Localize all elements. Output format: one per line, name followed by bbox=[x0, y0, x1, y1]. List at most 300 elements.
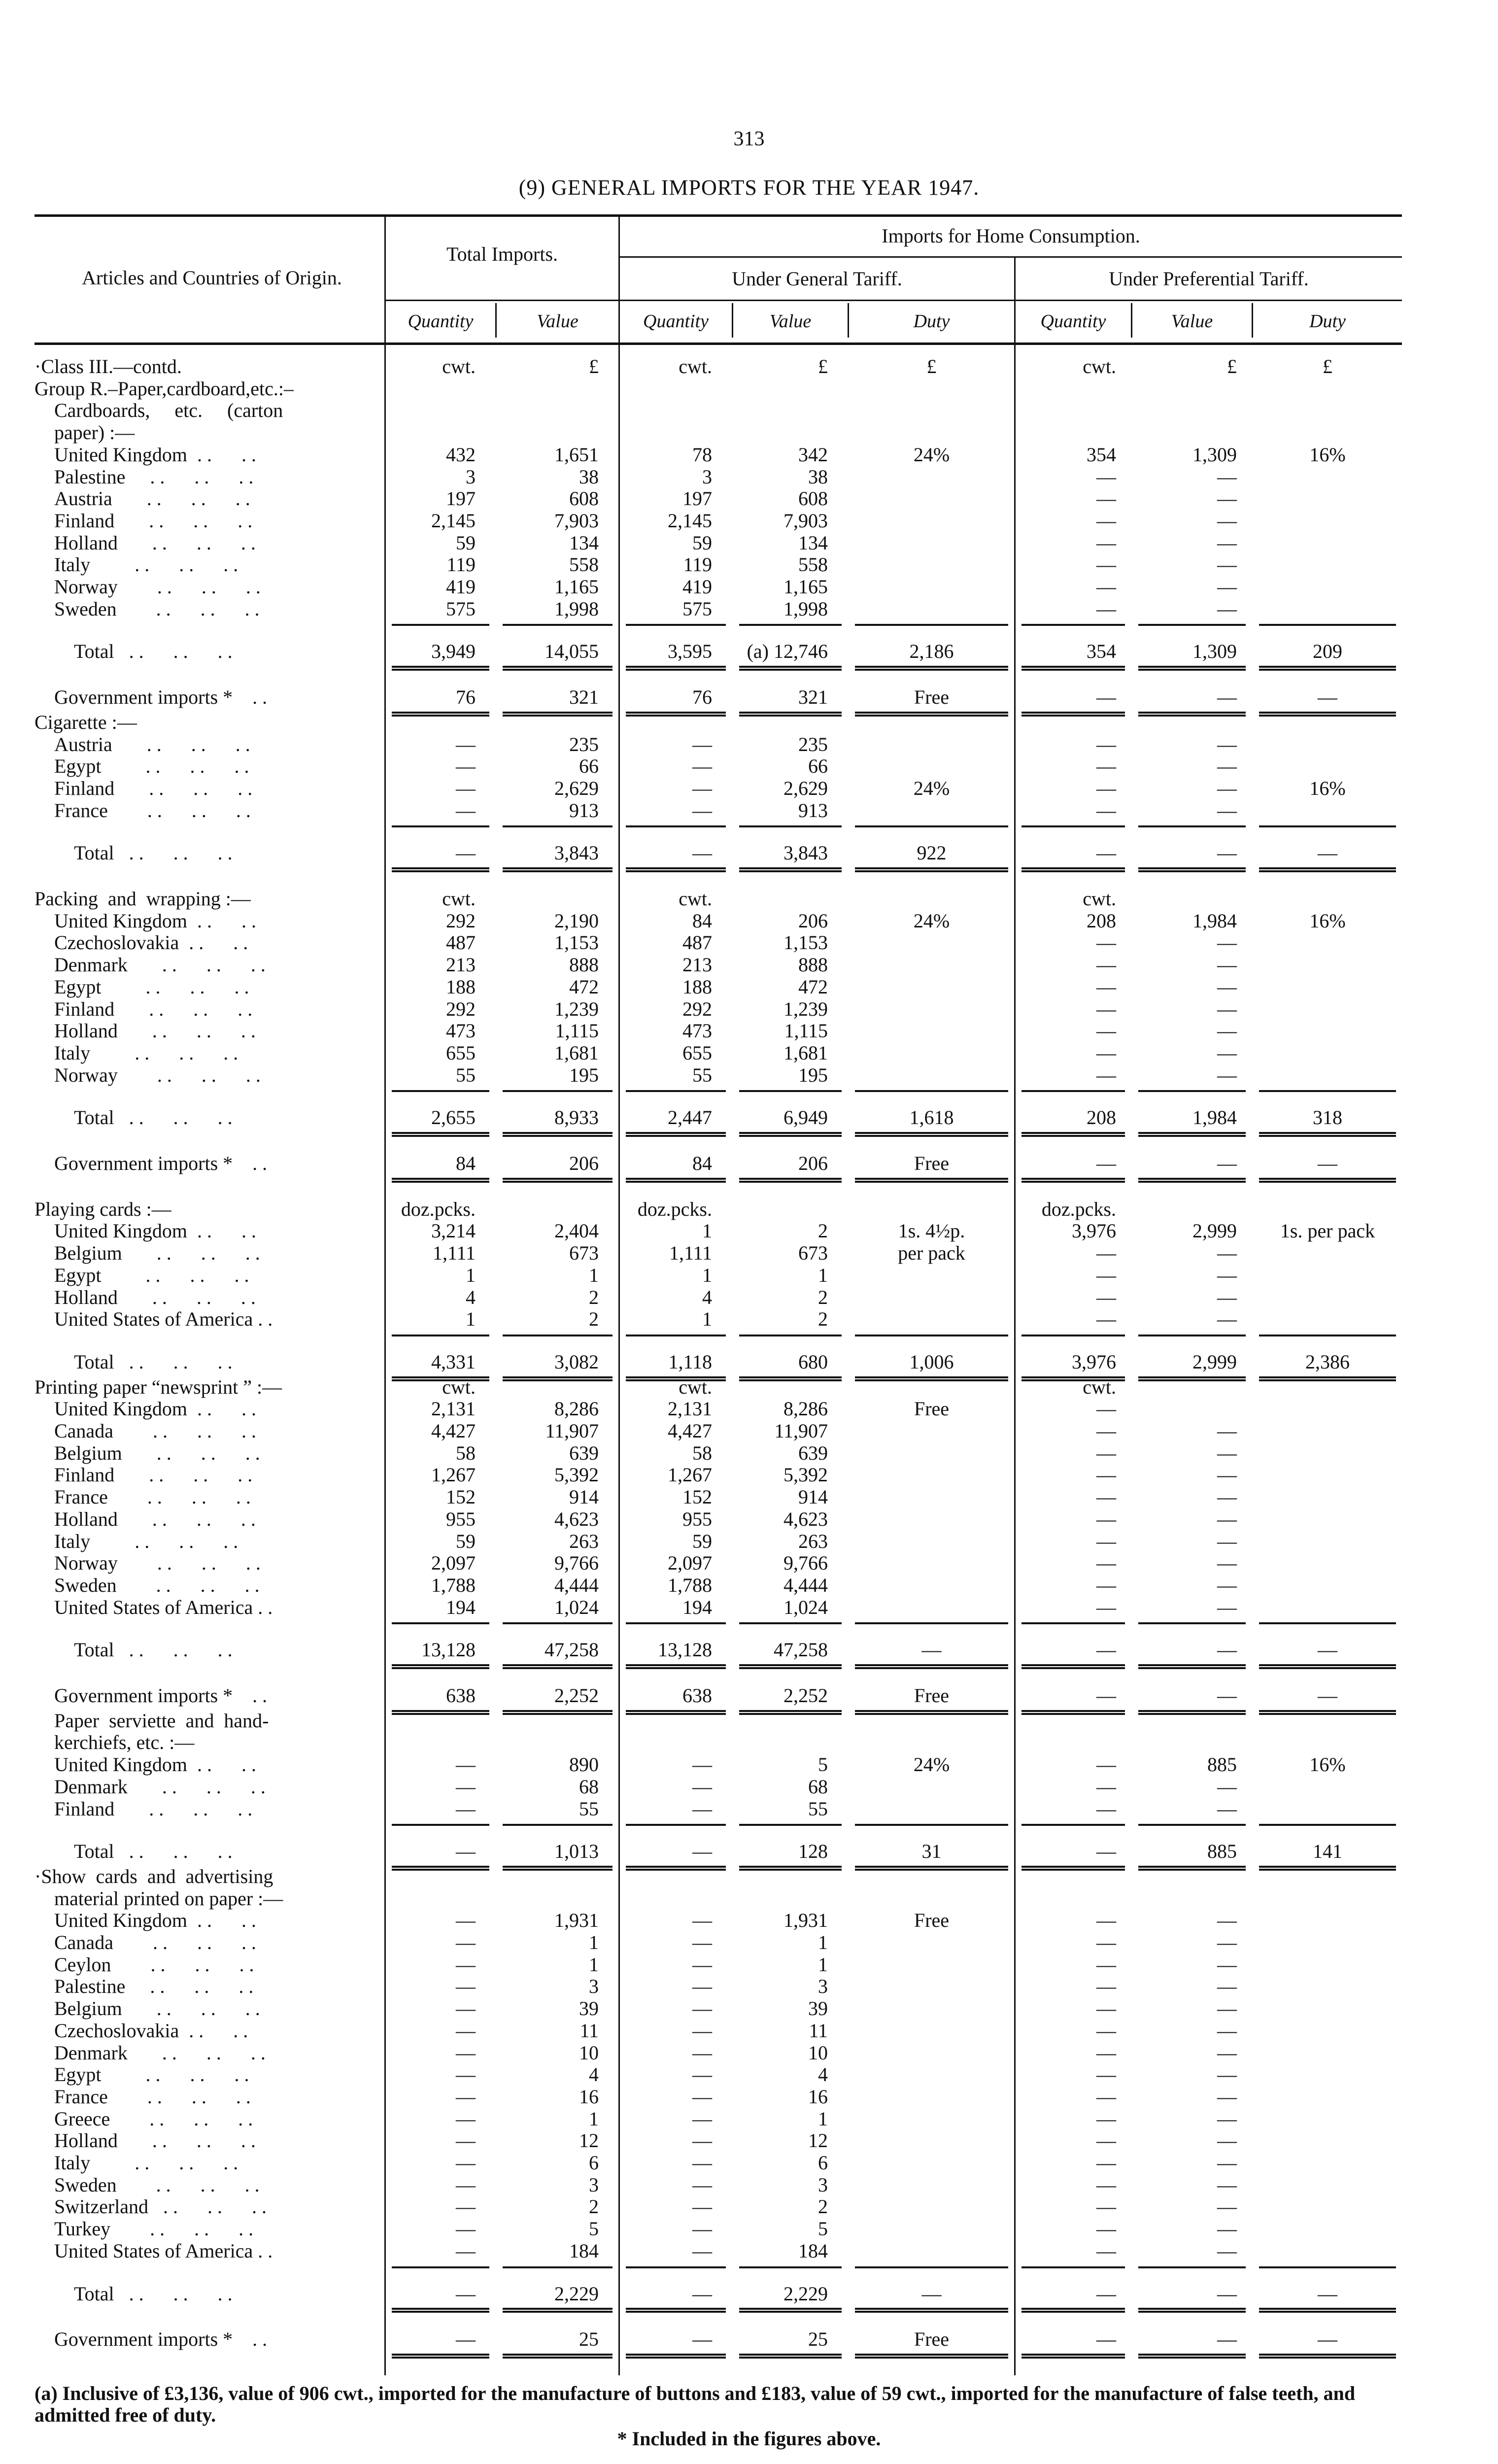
table-cell: 1s. 4½p. bbox=[898, 1220, 965, 1242]
row-label: United States of America . . bbox=[54, 1308, 273, 1331]
table-cell: — bbox=[456, 1997, 476, 2020]
row-label: Total . . . . . . bbox=[74, 1106, 233, 1129]
subtotal-rule bbox=[1259, 1824, 1396, 1826]
table-cell: 16 bbox=[579, 2085, 599, 2108]
table-cell: — bbox=[1096, 2107, 1116, 2130]
table-cell: — bbox=[692, 2173, 712, 2196]
total-double-rule bbox=[1021, 1866, 1125, 1871]
table-cell: — bbox=[692, 1840, 712, 1863]
table-cell: — bbox=[692, 755, 712, 778]
table-cell: 184 bbox=[798, 2239, 828, 2262]
table-cell: 7,903 bbox=[783, 509, 828, 532]
page-number: 313 bbox=[733, 128, 765, 150]
total-double-rule bbox=[626, 1710, 726, 1715]
table-cell: 12 bbox=[579, 2129, 599, 2152]
table-cell: — bbox=[692, 2085, 712, 2108]
table-cell: — bbox=[1217, 997, 1237, 1020]
table-cell: — bbox=[692, 1931, 712, 1953]
subtotal-rule bbox=[626, 1824, 726, 1826]
table-cell: 2,629 bbox=[783, 777, 828, 799]
table-cell: — bbox=[1217, 1530, 1237, 1552]
table-cell: 1,013 bbox=[554, 1840, 599, 1863]
table-cell: — bbox=[1217, 842, 1237, 864]
total-double-rule bbox=[626, 867, 726, 872]
table-cell: — bbox=[1096, 1308, 1116, 1331]
total-double-rule bbox=[392, 1866, 489, 1871]
table-cell: — bbox=[456, 2239, 476, 2262]
subtotal-rule bbox=[739, 1335, 842, 1336]
table-cell: — bbox=[1318, 1684, 1337, 1707]
table-cell: 5,392 bbox=[783, 1464, 828, 1486]
table-cell: cwt. bbox=[1083, 355, 1116, 377]
table-cell: 5 bbox=[589, 2218, 599, 2240]
table-cell: Free bbox=[914, 2328, 950, 2351]
table-cell: 4,623 bbox=[554, 1507, 599, 1530]
table-cell: — bbox=[456, 2173, 476, 2196]
table-cell: 292 bbox=[446, 909, 476, 932]
table-cell: 885 bbox=[1207, 1840, 1237, 1863]
table-cell: — bbox=[692, 2129, 712, 2152]
table-cell: 9,766 bbox=[554, 1552, 599, 1574]
row-label: Egypt . . . . . . bbox=[54, 755, 249, 778]
table-cell: 2,145 bbox=[431, 509, 476, 532]
table-cell: — bbox=[1217, 1574, 1237, 1596]
row-label: United Kingdom . . . . bbox=[54, 1753, 256, 1776]
table-cell: — bbox=[1217, 1041, 1237, 1064]
table-cell: — bbox=[1096, 597, 1116, 620]
table-cell: — bbox=[1096, 2173, 1116, 2196]
table-cell: 1 bbox=[702, 1220, 712, 1242]
total-double-rule bbox=[503, 1866, 613, 1871]
table-cell: — bbox=[1318, 2282, 1337, 2305]
table-cell: — bbox=[1096, 1684, 1116, 1707]
table-cell: — bbox=[1318, 1152, 1337, 1174]
subtotal-rule bbox=[626, 624, 726, 626]
table-cell: 1 bbox=[589, 1264, 599, 1286]
table-cell: 76 bbox=[456, 686, 476, 709]
table-cell: — bbox=[456, 1975, 476, 1998]
table-cell: 14,055 bbox=[545, 640, 599, 663]
table-cell: — bbox=[1217, 1420, 1237, 1442]
table-cell: — bbox=[1096, 2195, 1116, 2218]
table-cell: 955 bbox=[682, 1507, 712, 1530]
table-cell: — bbox=[1096, 842, 1116, 864]
table-cell: — bbox=[1217, 1931, 1237, 1953]
table-cell: — bbox=[1096, 1574, 1116, 1596]
row-label: Greece . . . . . . bbox=[54, 2107, 253, 2130]
row-label: Government imports * . . bbox=[54, 2328, 268, 2351]
row-label: Austria . . . . . . bbox=[54, 733, 250, 755]
table-cell: — bbox=[692, 2152, 712, 2174]
table-cell: cwt. bbox=[442, 1375, 476, 1398]
row-label: Denmark . . . . . . bbox=[54, 2041, 266, 2064]
table-cell: — bbox=[1096, 2129, 1116, 2152]
row-label: Czechoslovakia . . . . bbox=[54, 2019, 248, 2042]
table-cell: 1,788 bbox=[431, 1574, 476, 1596]
table-cell: — bbox=[1096, 2019, 1116, 2042]
table-cell: 2,131 bbox=[431, 1398, 476, 1420]
table-cell: — bbox=[921, 2282, 942, 2305]
table-cell: — bbox=[1096, 755, 1116, 778]
subtotal-rule bbox=[855, 1824, 1008, 1826]
total-double-rule bbox=[1138, 1664, 1246, 1669]
table-cell: — bbox=[1096, 1398, 1116, 1420]
table-cell: — bbox=[1096, 1953, 1116, 1976]
table-cell: 3 bbox=[466, 465, 476, 488]
total-double-rule bbox=[739, 1710, 842, 1715]
table-cell: 1 bbox=[702, 1264, 712, 1286]
total-double-rule bbox=[626, 2308, 726, 2313]
table-cell: 3 bbox=[818, 2173, 828, 2196]
table-cell: — bbox=[456, 2195, 476, 2218]
table-cell: — bbox=[1096, 1975, 1116, 1998]
subtotal-rule bbox=[1259, 624, 1396, 626]
table-cell: Free bbox=[914, 1152, 950, 1174]
row-label: Printing paper “newsprint ” :— bbox=[34, 1375, 282, 1398]
table-cell: — bbox=[1217, 1308, 1237, 1331]
table-cell: — bbox=[1096, 509, 1116, 532]
table-cell: — bbox=[1096, 1931, 1116, 1953]
total-double-rule bbox=[739, 1132, 842, 1137]
subtotal-rule bbox=[739, 624, 842, 626]
table-cell: cwt. bbox=[442, 888, 476, 910]
table-cell: 1s. per pack bbox=[1280, 1220, 1375, 1242]
row-label: Turkey . . . . . . bbox=[54, 2218, 254, 2240]
total-double-rule bbox=[503, 666, 613, 671]
row-label: France . . . . . . bbox=[54, 2085, 251, 2108]
row-label: Government imports * . . bbox=[54, 1684, 268, 1707]
subheader-duty: Duty bbox=[913, 311, 950, 332]
table-cell: 2,999 bbox=[1192, 1220, 1237, 1242]
subtotal-rule bbox=[626, 825, 726, 827]
row-label: Denmark . . . . . . bbox=[54, 1775, 266, 1798]
row-label: Government imports * . . bbox=[54, 686, 268, 709]
table-cell: 487 bbox=[446, 931, 476, 954]
total-double-rule bbox=[739, 1178, 842, 1183]
subheader-quantity: Quantity bbox=[643, 311, 709, 332]
table-cell: — bbox=[692, 2063, 712, 2086]
table-cell: 2 bbox=[818, 2195, 828, 2218]
table-cell: 1,165 bbox=[554, 576, 599, 598]
row-label: Sweden . . . . . . bbox=[54, 2173, 260, 2196]
table-cell: — bbox=[1217, 1797, 1237, 1820]
table-cell: 4,331 bbox=[431, 1350, 476, 1373]
table-cell: — bbox=[1217, 1264, 1237, 1286]
table-cell: 188 bbox=[682, 975, 712, 998]
row-label: Playing cards :— bbox=[34, 1198, 171, 1220]
table-cell: — bbox=[1096, 1639, 1116, 1661]
table-cell: 3 bbox=[589, 1975, 599, 1998]
table-cell: 321 bbox=[798, 686, 828, 709]
table-cell: 8,933 bbox=[554, 1106, 599, 1129]
table-cell: 1,024 bbox=[783, 1596, 828, 1618]
table-cell: 1,681 bbox=[783, 1041, 828, 1064]
table-cell: 13,128 bbox=[421, 1639, 476, 1661]
subtotal-rule bbox=[855, 1090, 1008, 1092]
table-cell: 292 bbox=[446, 997, 476, 1020]
subtotal-rule bbox=[1021, 624, 1125, 626]
table-cell: 2,097 bbox=[431, 1552, 476, 1574]
table-cell: 3,949 bbox=[431, 640, 476, 663]
table-cell: 1,931 bbox=[554, 1909, 599, 1932]
table-cell: — bbox=[1217, 2328, 1237, 2351]
table-cell: — bbox=[692, 1909, 712, 1932]
subtotal-rule bbox=[392, 1824, 489, 1826]
table-cell: — bbox=[1096, 1063, 1116, 1086]
table-cell: — bbox=[1096, 1997, 1116, 2020]
table-cell: 2 bbox=[589, 1286, 599, 1308]
table-cell: — bbox=[1318, 1639, 1337, 1661]
table-cell: — bbox=[1217, 509, 1237, 532]
total-double-rule bbox=[626, 666, 726, 671]
table-cell: 24% bbox=[913, 909, 950, 932]
total-double-rule bbox=[739, 1376, 842, 1381]
table-cell: cwt. bbox=[1083, 888, 1116, 910]
row-label: United Kingdom . . . . bbox=[54, 443, 256, 466]
header-articles: Articles and Countries of Origin. bbox=[82, 267, 342, 289]
total-double-rule bbox=[1021, 712, 1125, 717]
table-cell: — bbox=[1096, 1596, 1116, 1618]
table-cell: 885 bbox=[1207, 1753, 1237, 1776]
table-cell: 31 bbox=[921, 1840, 942, 1863]
table-cell: — bbox=[456, 1753, 476, 1776]
table-cell: — bbox=[456, 2107, 476, 2130]
total-double-rule bbox=[1021, 666, 1125, 671]
table-cell: — bbox=[1096, 1041, 1116, 1064]
row-label: Palestine . . . . . . bbox=[54, 1975, 254, 1998]
table-cell: cwt. bbox=[1083, 1375, 1116, 1398]
subtotal-rule bbox=[1259, 825, 1396, 827]
table-cell: 638 bbox=[446, 1684, 476, 1707]
table-cell: — bbox=[1318, 2328, 1337, 2351]
row-label: Italy . . . . . . bbox=[54, 1530, 238, 1552]
table-cell: 318 bbox=[1313, 1106, 1342, 1129]
table-cell: — bbox=[1096, 2041, 1116, 2064]
subtotal-rule bbox=[392, 2266, 489, 2268]
table-cell: — bbox=[1096, 1552, 1116, 1574]
total-double-rule bbox=[1138, 1376, 1246, 1381]
table-cell: — bbox=[1217, 2085, 1237, 2108]
table-cell: — bbox=[1096, 733, 1116, 755]
table-cell: — bbox=[456, 2085, 476, 2108]
page-title: (9) GENERAL IMPORTS FOR THE YEAR 1947. bbox=[518, 175, 980, 200]
table-cell: — bbox=[1096, 1797, 1116, 1820]
table-cell: 263 bbox=[798, 1530, 828, 1552]
row-label: United States of America . . bbox=[54, 1596, 273, 1618]
row-label: Holland . . . . . . bbox=[54, 1286, 256, 1308]
row-label: Packing and wrapping :— bbox=[34, 888, 251, 910]
table-cell: — bbox=[1096, 954, 1116, 976]
table-cell: 235 bbox=[798, 733, 828, 755]
total-double-rule bbox=[1259, 1376, 1396, 1381]
table-cell: 2 bbox=[589, 1308, 599, 1331]
subtotal-rule bbox=[626, 2266, 726, 2268]
total-double-rule bbox=[855, 1664, 1008, 1669]
table-cell: — bbox=[1217, 597, 1237, 620]
total-double-rule bbox=[626, 712, 726, 717]
table-cell: 1,309 bbox=[1192, 640, 1237, 663]
table-cell: — bbox=[1217, 1596, 1237, 1618]
total-double-rule bbox=[855, 1710, 1008, 1715]
row-label: Finland . . . . . . bbox=[54, 1464, 253, 1486]
table-cell: — bbox=[1217, 1020, 1237, 1042]
table-cell: 3,976 bbox=[1072, 1220, 1116, 1242]
table-cell: — bbox=[1096, 799, 1116, 821]
table-cell: — bbox=[1096, 487, 1116, 510]
subtotal-rule bbox=[503, 1090, 613, 1092]
table-cell: 1 bbox=[466, 1264, 476, 1286]
header-total-imports: Total Imports. bbox=[446, 243, 558, 265]
subtotal-rule bbox=[1259, 1335, 1396, 1336]
table-cell: — bbox=[1217, 465, 1237, 488]
subtotal-rule bbox=[1138, 1335, 1246, 1336]
table-cell: 84 bbox=[456, 1152, 476, 1174]
table-cell: — bbox=[921, 1639, 942, 1661]
table-cell: 354 bbox=[1087, 443, 1116, 466]
total-double-rule bbox=[739, 2308, 842, 2313]
total-double-rule bbox=[1138, 2308, 1246, 2313]
total-double-rule bbox=[626, 1664, 726, 1669]
table-cell: 16% bbox=[1309, 909, 1346, 932]
table-cell: 1,006 bbox=[909, 1350, 954, 1373]
table-cell: — bbox=[1096, 531, 1116, 554]
table-cell: 2,999 bbox=[1192, 1350, 1237, 1373]
table-cell: 1,115 bbox=[784, 1020, 828, 1042]
table-cell: 354 bbox=[1087, 640, 1116, 663]
total-double-rule bbox=[739, 2354, 842, 2359]
table-cell: — bbox=[1096, 2239, 1116, 2262]
row-label: United States of America . . bbox=[54, 2239, 273, 2262]
subtotal-rule bbox=[626, 1622, 726, 1624]
table-cell: 119 bbox=[446, 553, 476, 576]
table-cell: 1 bbox=[818, 1953, 828, 1976]
table-cell: — bbox=[1217, 2195, 1237, 2218]
table-cell: 1 bbox=[818, 1931, 828, 1953]
table-cell: 59 bbox=[692, 1530, 712, 1552]
table-cell: — bbox=[692, 842, 712, 864]
table-cell: 1,115 bbox=[555, 1020, 599, 1042]
table-cell: 2 bbox=[818, 1308, 828, 1331]
table-cell: 5,392 bbox=[554, 1464, 599, 1486]
subtotal-rule bbox=[392, 624, 489, 626]
table-cell: 8,286 bbox=[783, 1398, 828, 1420]
table-cell: — bbox=[1217, 2282, 1237, 2305]
table-cell: 134 bbox=[569, 531, 599, 554]
total-double-rule bbox=[1021, 1178, 1125, 1183]
total-double-rule bbox=[1259, 1710, 1396, 1715]
total-double-rule bbox=[503, 2354, 613, 2359]
table-cell: 2,097 bbox=[668, 1552, 712, 1574]
subtotal-rule bbox=[503, 1824, 613, 1826]
row-label: Total . . . . . . bbox=[74, 1639, 233, 1661]
table-cell: 1,111 bbox=[432, 1242, 476, 1265]
row-label: Italy . . . . . . bbox=[54, 1041, 238, 1064]
row-label: United Kingdom . . . . bbox=[54, 1220, 256, 1242]
table-cell: 1,111 bbox=[669, 1242, 712, 1265]
subtotal-rule bbox=[1138, 825, 1246, 827]
table-cell: — bbox=[692, 1953, 712, 1976]
table-cell: 209 bbox=[1313, 640, 1342, 663]
table-cell: 134 bbox=[798, 531, 828, 554]
total-double-rule bbox=[503, 712, 613, 717]
subtotal-rule bbox=[739, 1622, 842, 1624]
total-double-rule bbox=[392, 1132, 489, 1137]
table-cell: — bbox=[1096, 576, 1116, 598]
row-label: Cigarette :— bbox=[34, 711, 137, 733]
total-double-rule bbox=[1259, 1178, 1396, 1183]
table-cell: 1 bbox=[589, 1953, 599, 1976]
table-cell: 1,024 bbox=[554, 1596, 599, 1618]
table-cell: 84 bbox=[692, 909, 712, 932]
table-cell: 3,976 bbox=[1072, 1350, 1116, 1373]
subtotal-rule bbox=[1021, 2266, 1125, 2268]
table-cell: doz.pcks. bbox=[401, 1198, 476, 1220]
row-label: Ceylon . . . . . . bbox=[54, 1953, 254, 1976]
table-cell: — bbox=[1217, 553, 1237, 576]
table-cell: 213 bbox=[446, 954, 476, 976]
table-cell: 3,214 bbox=[431, 1220, 476, 1242]
row-label: Egypt . . . . . . bbox=[54, 1264, 249, 1286]
table-cell: — bbox=[1217, 531, 1237, 554]
total-double-rule bbox=[739, 1664, 842, 1669]
table-cell: — bbox=[1217, 2218, 1237, 2240]
row-label: Paper serviette and hand- bbox=[54, 1709, 269, 1732]
table-cell: — bbox=[456, 842, 476, 864]
table-cell: 1 bbox=[702, 1308, 712, 1331]
subtotal-rule bbox=[1138, 1622, 1246, 1624]
table-cell: — bbox=[1096, 1242, 1116, 1265]
total-double-rule bbox=[503, 1376, 613, 1381]
table-cell: 24% bbox=[913, 1753, 950, 1776]
row-label: Finland . . . . . . bbox=[54, 1797, 253, 1820]
table-cell: — bbox=[692, 2041, 712, 2064]
subtotal-rule bbox=[855, 2266, 1008, 2268]
table-cell: Free bbox=[914, 1398, 950, 1420]
subheader-value: Value bbox=[1171, 311, 1213, 332]
table-cell: 184 bbox=[569, 2239, 599, 2262]
row-label: Canada . . . . . . bbox=[54, 1931, 256, 1953]
table-cell: — bbox=[1096, 931, 1116, 954]
table-cell: 4 bbox=[466, 1286, 476, 1308]
row-label: United Kingdom . . . . bbox=[54, 1398, 256, 1420]
table-cell: 1,165 bbox=[783, 576, 828, 598]
table-cell: — bbox=[1217, 1286, 1237, 1308]
table-cell: 208 bbox=[1087, 909, 1116, 932]
table-cell: — bbox=[1096, 686, 1116, 709]
footnote-a: (a) Inclusive of £3,136, value of 906 cwt., imported for the manufacture of buttons and £183, value of 59 cwt., imported for the manufacture of false teeth, and admitted free of duty. bbox=[34, 2382, 1356, 2426]
total-double-rule bbox=[392, 1710, 489, 1715]
table-cell: 24% bbox=[913, 777, 950, 799]
table-cell: 3 bbox=[589, 2173, 599, 2196]
total-double-rule bbox=[1021, 2308, 1125, 2313]
total-double-rule bbox=[626, 2354, 726, 2359]
table-cell: 235 bbox=[569, 733, 599, 755]
table-cell: — bbox=[692, 2282, 712, 2305]
table-cell: 12 bbox=[808, 2129, 828, 2152]
table-cell: 1,267 bbox=[668, 1464, 712, 1486]
subtotal-rule bbox=[739, 2266, 842, 2268]
subtotal-rule bbox=[1021, 1090, 1125, 1092]
table-cell: — bbox=[1217, 2041, 1237, 2064]
total-double-rule bbox=[392, 1664, 489, 1669]
total-double-rule bbox=[1138, 666, 1246, 671]
table-cell: 922 bbox=[917, 842, 947, 864]
table-cell: — bbox=[1096, 1441, 1116, 1464]
row-label: Italy . . . . . . bbox=[54, 553, 238, 576]
table-cell: 3,082 bbox=[554, 1350, 599, 1373]
row-label: Group R.–Paper,cardboard,etc.:– bbox=[34, 377, 294, 400]
table-cell: 47,258 bbox=[545, 1639, 599, 1661]
